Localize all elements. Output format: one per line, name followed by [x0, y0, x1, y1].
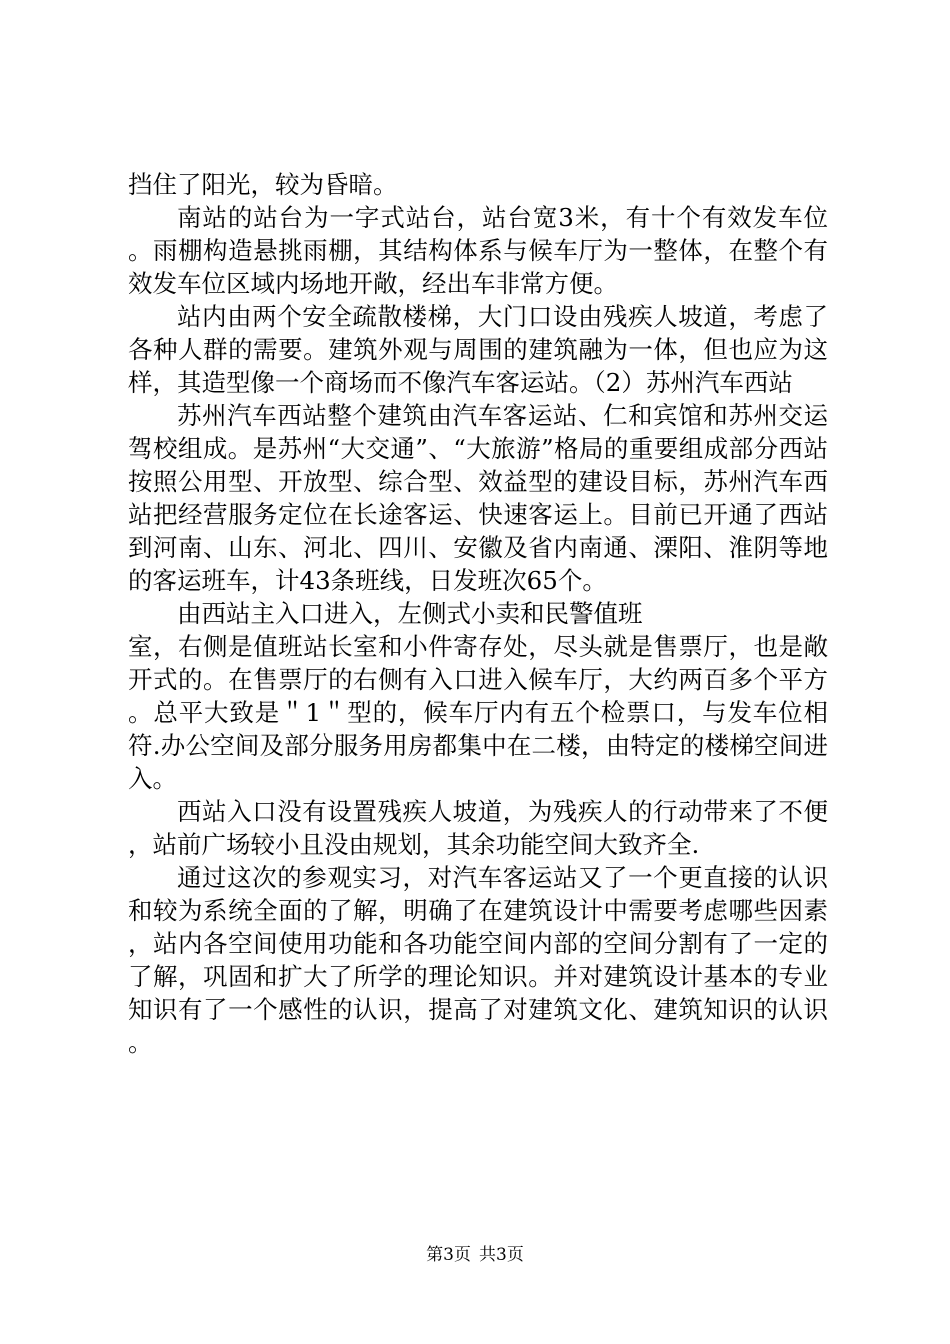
paragraph-west-station-overview: 苏州汽车西站整个建筑由汽车客运站、仁和宾馆和苏州交运驾校组成。是苏州“大交通”、“大旅游”格局的重要组成部分西站按照公用型、开放型、综合型、效益型的建设目标，苏州汽车西站把经营服务定位在长途客运、快速客运上。目前已开通了西站到河南、山东、河北、四川、安徽及省内南通、溧阳、淮阴等地的客运班车，计43条班线，日发班次65个。	[128, 401, 828, 595]
paragraph-west-station-layout: 室，右侧是值班站长室和小件寄存处，尽头就是售票厅，也是敞开式的。在售票厅的右侧有入口进入候车厅，大约两百多个平方。总平大致是＂1＂型的，候车厅内有五个检票口，与发车位相符.办公空间及部分服务用房都集中在二楼，由特定的楼梯空间进入。	[128, 632, 828, 793]
page-footer	[0, 1244, 950, 1266]
page-total: 共3页	[479, 1245, 524, 1265]
paragraph-conclusion: 通过这次的参观实习，对汽车客运站又了一个更直接的认识和较为系统全面的了解，明确了在建筑设计中需要考虑哪些因素，站内各空间使用功能和各功能空间内部的空间分割有了一定的了解，巩固和扩大了所学的理论知识。并对建筑设计基本的专业知识有了一个感性的认识，提高了对建筑文化、建筑知识的认识。	[128, 863, 828, 1057]
paragraph-west-station-accessibility: 西站入口没有设置残疾人坡道，为残疾人的行动带来了不便，站前广场较小且没由规划，其余功能空间大致齐全.	[128, 797, 828, 859]
paragraph-south-station-platform: 南站的站台为一字式站台，站台宽3米，有十个有效发车位。雨棚构造悬挑雨棚，其结构体系与候车厅为一整体，在整个有效发车位区域内场地开敞，经出车非常方便。	[128, 203, 828, 298]
page-number: 第3页	[426, 1245, 471, 1265]
paragraph-west-station-entrance: 由西站主入口进入，左侧式小卖和民警值班	[177, 599, 643, 628]
document-body	[128, 168, 828, 1059]
paragraph-continued: 挡住了阳光，较为昏暗。	[128, 170, 398, 199]
paragraph-south-station-stairs: 站内由两个安全疏散楼梯，大门口设由残疾人坡道，考虑了各种人群的需要。建筑外观与周围的建筑融为一体，但也应为这样，其造型像一个商场而不像汽车客运站。（2）苏州汽车西站	[128, 302, 828, 397]
